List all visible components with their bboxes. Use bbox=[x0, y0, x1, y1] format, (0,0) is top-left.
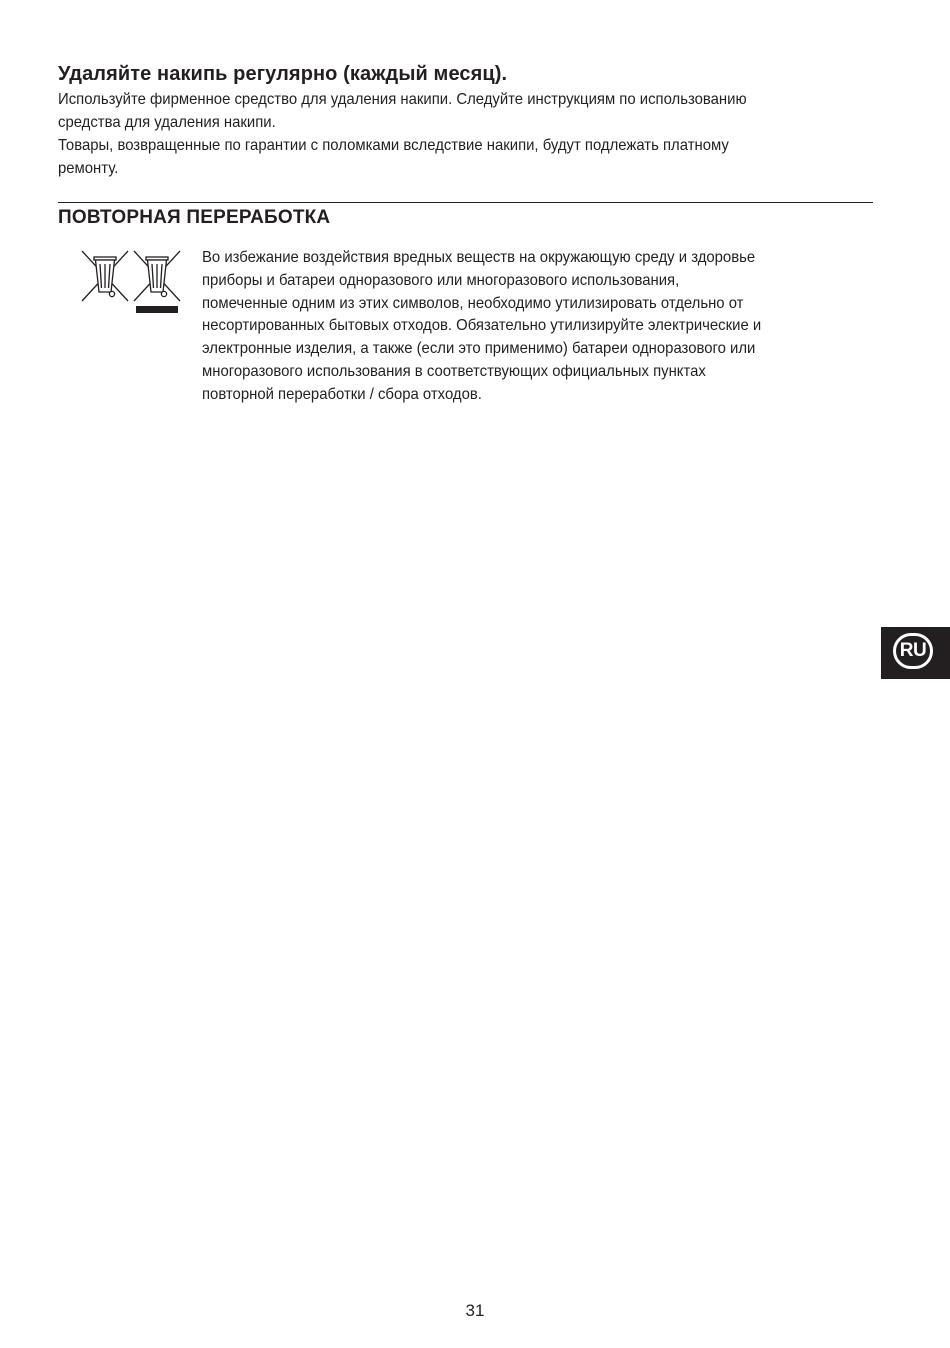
descaling-text-line: ремонту. bbox=[58, 160, 119, 177]
recycling-text-line: многоразового использования в соответствующих официальных пунктах bbox=[202, 362, 706, 380]
descaling-instructions bbox=[58, 88, 830, 180]
weee-symbols bbox=[80, 249, 182, 315]
separate-collection-bar bbox=[136, 306, 178, 313]
language-tab bbox=[881, 627, 950, 679]
crossed-out-wheelie-bin-icon bbox=[82, 251, 128, 301]
language-badge: RU bbox=[893, 633, 933, 669]
descaling-text-line: Используйте фирменное средство для удаления накипи. Следуйте инструкциям по использованию bbox=[58, 91, 747, 108]
descaling-heading: Удаляйте накипь регулярно (каждый месяц). bbox=[58, 63, 508, 85]
crossed-out-wheelie-bin-with-bar-icon bbox=[134, 251, 180, 301]
recycling-text-line: помеченные одним из этих символов, необходимо утилизировать отдельно от bbox=[202, 294, 744, 312]
recycling-text-line: электронные изделия, а также (если это применимо) батареи одноразового или bbox=[202, 340, 756, 358]
recycling-instructions bbox=[202, 247, 862, 407]
recycling-text-line: несортированных бытовых отходов. Обязательно утилизируйте электрические и bbox=[202, 317, 762, 335]
recycling-text-line: Во избежание воздействия вредных веществ на окружающую среду и здоровье bbox=[202, 249, 756, 266]
descaling-text-line: Товары, возвращенные по гарантии с поломками вследствие накипи, будут подлежать платному bbox=[58, 137, 729, 154]
descaling-text-line: средства для удаления накипи. bbox=[58, 114, 276, 131]
recycling-heading: ПОВТОРНАЯ ПЕРЕРАБОТКА bbox=[58, 207, 331, 228]
recycling-text-line: приборы и батареи одноразового или многоразового использования, bbox=[202, 271, 680, 289]
page-number: 31 bbox=[465, 1301, 485, 1320]
recycling-text-line: повторной переработки / сбора отходов. bbox=[202, 385, 482, 403]
section-divider bbox=[58, 202, 873, 203]
